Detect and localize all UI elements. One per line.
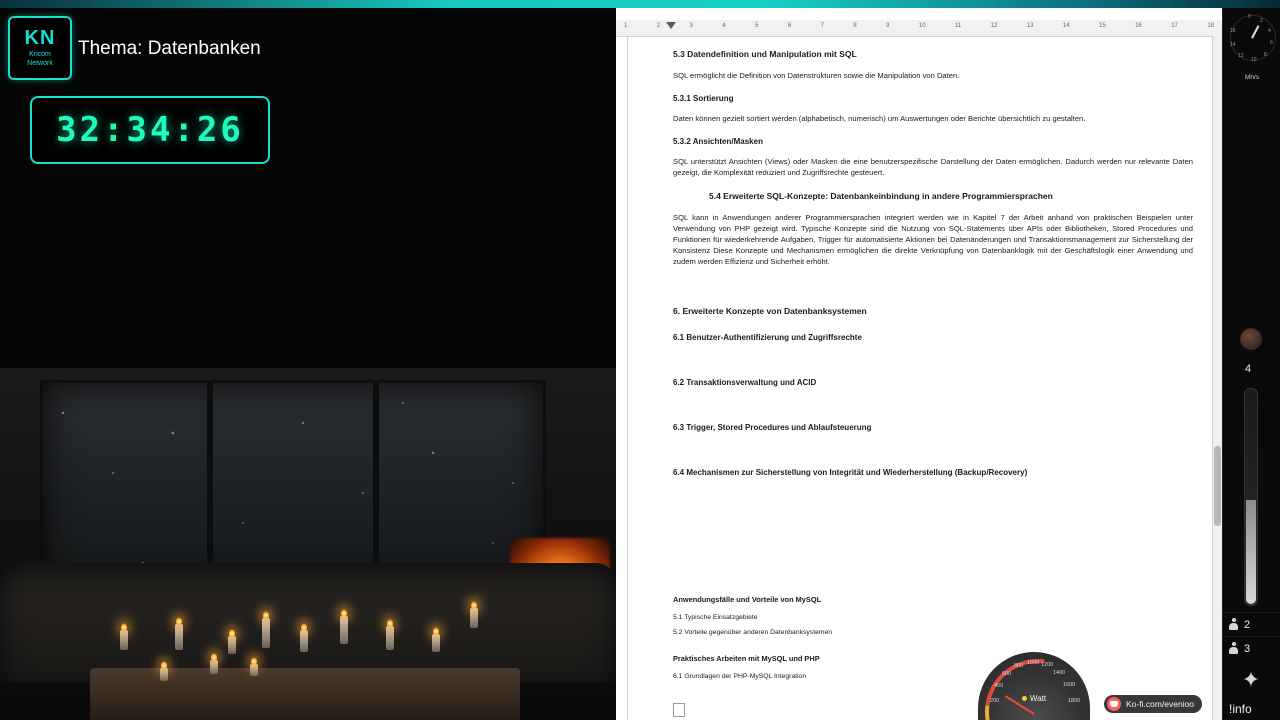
candle bbox=[432, 634, 440, 652]
ruler-tick-labels bbox=[624, 23, 1214, 29]
sparkle-icon: ✦ bbox=[1241, 667, 1261, 692]
speedometer-tick: 6 bbox=[1270, 40, 1273, 46]
speedometer-tick: 14 bbox=[1230, 42, 1236, 48]
spacer bbox=[673, 442, 1193, 468]
heading-6-2: 6.2 Transaktionsverwaltung und ACID bbox=[673, 378, 817, 387]
ruler-tick: 7 bbox=[820, 23, 824, 29]
level-slider-fill bbox=[1246, 500, 1256, 604]
candle bbox=[250, 664, 258, 676]
candle bbox=[210, 660, 218, 674]
coffee-table bbox=[90, 668, 520, 720]
candle bbox=[120, 630, 128, 650]
outline-item-6-1: 6.1 Grundlagen der PHP-MySQL Integration bbox=[673, 673, 807, 680]
ruler-tick: 17 bbox=[1171, 23, 1178, 29]
speedometer-tick: 4 bbox=[1268, 28, 1271, 34]
logo-initials: KN bbox=[24, 27, 56, 50]
speedometer-tick: 10 bbox=[1251, 57, 1257, 63]
ruler-tick: 2 bbox=[656, 23, 661, 29]
paragraph-5-3-2: SQL unterstützt Ansichten (Views) oder Masken die eine benutzerspezifische Darstellung der Daten ermöglichen. Dadurch werden nur relevante Daten gezeigt, die Komplexität reduziert und Zugriffsrechte gesteuert. bbox=[673, 157, 1193, 177]
coffee-cup-icon bbox=[1107, 697, 1121, 711]
speedometer-tick: 12 bbox=[1238, 53, 1244, 59]
gauge-tick: 1600 bbox=[1063, 682, 1076, 688]
ruler-tick: 5 bbox=[755, 23, 759, 29]
level-slider[interactable] bbox=[1244, 388, 1258, 606]
candle bbox=[175, 624, 183, 650]
speedometer-ring bbox=[1230, 15, 1276, 61]
webcam-scene-panel bbox=[0, 8, 616, 720]
gauge-tick: 800 bbox=[1014, 663, 1024, 669]
paragraph-5-3-intro: SQL ermöglicht die Definition von Datenstrukturen sowie die Manipulation von Daten. bbox=[673, 71, 960, 80]
kofi-badge[interactable] bbox=[1104, 695, 1202, 713]
logo-line-2: Network bbox=[27, 59, 53, 67]
person-icon bbox=[1229, 642, 1238, 655]
ruler-indent-marker[interactable] bbox=[666, 22, 676, 29]
heading-6: 6. Erweiterte Konzepte von Datenbanksystemen bbox=[673, 306, 867, 316]
power-gauge-widget bbox=[978, 652, 1090, 720]
logo-name bbox=[27, 51, 53, 67]
ruler-tick: 6 bbox=[787, 23, 792, 29]
gauge-unit-text: Watt bbox=[1029, 694, 1047, 703]
paragraph-5-4: SQL kann in Anwendungen anderer Programmiersprachen integriert werden wie in Kapitel 7 der Arbeit anhand von praktischen Beispielen unter Verwendung von PHP gezeigt wird. Typische Konzepte sind die Nutzung von SQL-Statements über APIs oder Bibliotheken, Stored Procedures und Funktionen für wiederkehrende Aufgaben, Trigger für automatisierte Aktionen bei Datenänderungen und Transaktionsmanagement zur Sicherstellung der Konsistenz Diese Konzepte und Mechanismen ermöglichen die direkte Verknüpfung von Datenbanklogik mit der Geschäftslogik einer Anwendung und zudem werden Effizienz und Sicherheit erhöht. bbox=[673, 213, 1193, 266]
volume-knob[interactable] bbox=[1240, 328, 1262, 350]
document-ruler[interactable] bbox=[616, 20, 1222, 37]
document-scrollbar[interactable] bbox=[1213, 36, 1222, 720]
outline-heading-praktisches: Praktisches Arbeiten mit MySQL und PHP bbox=[673, 654, 820, 663]
speedometer-tick: 0 bbox=[1248, 14, 1251, 20]
outline-heading-anwendungsfaelle: Anwendungsfälle und Vorteile von MySQL bbox=[673, 595, 822, 604]
ruler-tick: 14 bbox=[1062, 23, 1070, 29]
candle bbox=[470, 608, 478, 628]
speedometer-tick: 16 bbox=[1230, 28, 1236, 34]
viewer-count-row-2 bbox=[1223, 636, 1280, 660]
ruler-tick: 11 bbox=[955, 23, 962, 29]
spacer bbox=[673, 352, 1193, 378]
ruler-tick: 8 bbox=[853, 23, 857, 29]
ruler-tick: 1 bbox=[624, 23, 628, 29]
heading-6-3: 6.3 Trigger, Stored Procedures und Ablaufsteuerung bbox=[673, 423, 872, 432]
candle bbox=[262, 618, 270, 648]
spacer bbox=[673, 397, 1193, 423]
candle bbox=[340, 616, 348, 644]
ruler-tick: 13 bbox=[1026, 23, 1034, 29]
gauge-tick: 1000 bbox=[1027, 660, 1040, 666]
document-page[interactable] bbox=[627, 36, 1213, 720]
countdown-timer bbox=[30, 96, 270, 164]
spacer bbox=[673, 644, 1193, 654]
channel-logo bbox=[8, 16, 72, 80]
candle bbox=[160, 668, 168, 681]
document-window[interactable] bbox=[616, 8, 1222, 720]
speedometer-tick: 8 bbox=[1264, 52, 1267, 58]
spacer bbox=[673, 280, 1193, 306]
cozy-room-image bbox=[0, 368, 616, 720]
ruler-tick: 16 bbox=[1135, 23, 1142, 29]
ruler-tick: 9 bbox=[886, 23, 890, 29]
heading-6-4: 6.4 Mechanismen zur Sicherstellung von Integrität und Wiederherstellung (Backup/Recovery) bbox=[673, 468, 1028, 477]
candle bbox=[228, 636, 236, 654]
person-icon bbox=[1229, 618, 1238, 631]
document-outline-footer bbox=[673, 595, 1193, 688]
outline-item-5-2: 5.2 Vorteile gegenüber anderen Datenbanksystemen bbox=[673, 629, 833, 636]
speedometer-unit: Mh/s bbox=[1245, 74, 1260, 81]
ruler-tick: 18 bbox=[1207, 23, 1214, 29]
gauge-tick: 1800 bbox=[1068, 698, 1081, 704]
hashrate-speedometer bbox=[1227, 12, 1277, 108]
ruler-tick: 15 bbox=[1098, 23, 1106, 29]
gauge-tick: 200 bbox=[990, 698, 1000, 704]
gauge-tick: 600 bbox=[1002, 671, 1012, 677]
kofi-label: Ko-fi.com/evenioo bbox=[1126, 699, 1195, 709]
sofa bbox=[0, 563, 616, 683]
stream-title: Thema: Datenbanken bbox=[78, 38, 261, 59]
right-sidebar bbox=[1222, 8, 1280, 720]
ruler-tick: 12 bbox=[990, 23, 998, 29]
timer-value: 32:34:26 bbox=[56, 110, 244, 150]
document-scrollbar-thumb[interactable] bbox=[1214, 446, 1221, 526]
gauge-tick: 1200 bbox=[1041, 662, 1054, 668]
viewer-count-value: 2 bbox=[1244, 618, 1251, 631]
text-cursor-box bbox=[673, 703, 685, 717]
candle bbox=[300, 630, 308, 652]
snow-texture bbox=[43, 383, 543, 593]
heading-5-3-1: 5.3.1 Sortierung bbox=[673, 94, 734, 103]
document-content bbox=[673, 49, 1193, 487]
heading-5-4: 5.4 Erweiterte SQL-Konzepte: Datenbankeinbindung in andere Programmiersprachen bbox=[709, 191, 1053, 201]
candle bbox=[386, 626, 394, 650]
info-command-label: !info bbox=[1229, 702, 1252, 716]
logo-line-1: Kricom bbox=[29, 51, 51, 59]
paragraph-5-3-1: Daten können gezielt sortiert werden (alphabetisch, numerisch) um Auswertungen oder Berichte übersichtlich zu gestalten. bbox=[673, 114, 1086, 123]
heading-6-1: 6.1 Benutzer-Authentifizierung und Zugriffsrechte bbox=[673, 333, 862, 342]
ruler-tick: 3 bbox=[689, 23, 693, 29]
heading-5-3-2: 5.3.2 Ansichten/Masken bbox=[673, 137, 763, 146]
level-number: 4 bbox=[1245, 363, 1252, 375]
viewer-count-row-1 bbox=[1223, 612, 1280, 636]
gauge-indicator-dot bbox=[1022, 696, 1027, 701]
speedometer-tick: 2 bbox=[1260, 18, 1263, 24]
ruler-tick: 10 bbox=[918, 23, 926, 29]
gauge-tick: 400 bbox=[994, 683, 1004, 689]
gauge-unit-label bbox=[978, 694, 1090, 703]
gauge-tick-labels bbox=[978, 652, 1090, 720]
viewer-count-value: 3 bbox=[1244, 642, 1251, 655]
gauge-tick: 1400 bbox=[1053, 670, 1066, 676]
heading-5-3: 5.3 Datendefinition und Manipulation mit SQL bbox=[673, 49, 857, 59]
outline-item-5-1: 5.1 Typische Einsatzgebiete bbox=[673, 614, 758, 621]
ruler-tick: 4 bbox=[722, 23, 726, 29]
